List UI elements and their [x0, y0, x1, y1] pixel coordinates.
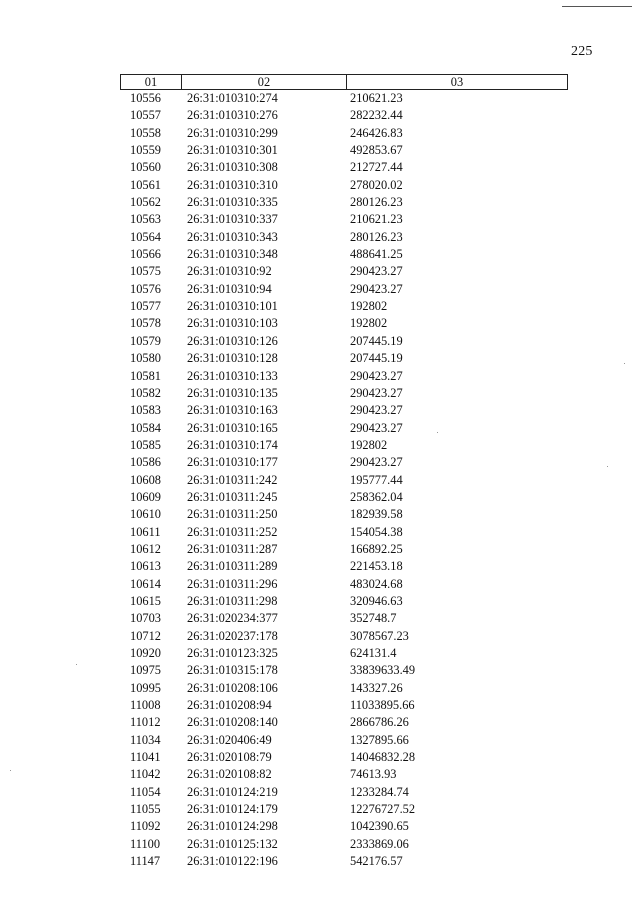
table-row	[120, 732, 568, 749]
cell-value: 492853.67	[350, 143, 403, 158]
table-row	[120, 541, 568, 558]
cell-cadastral-number: 26:31:010311:242	[187, 472, 278, 487]
cell-id: 10583	[130, 403, 161, 418]
cell-cadastral-number: 26:31:010310:94	[187, 281, 272, 296]
table-row	[120, 853, 568, 870]
scan-speck	[624, 363, 625, 364]
cell-cadastral-number: 26:31:020108:79	[187, 750, 272, 765]
cell-value: 192802	[350, 316, 388, 331]
cell-value: 182939.58	[350, 507, 403, 522]
cell-cadastral-number: 26:31:010208:140	[187, 715, 278, 730]
cell-id: 11147	[130, 854, 161, 869]
cell-value: 246426.83	[350, 125, 403, 140]
cell-value: 542176.57	[350, 854, 403, 869]
cell-value: 1327895.66	[350, 732, 409, 747]
page-number: 225	[571, 44, 593, 59]
cell-id: 10609	[130, 489, 161, 504]
cell-value: 278020.02	[350, 177, 403, 192]
table-row	[120, 801, 568, 818]
table-row	[120, 315, 568, 332]
cell-cadastral-number: 26:31:010310:276	[187, 108, 278, 123]
cell-cadastral-number: 26:31:010310:299	[187, 125, 278, 140]
table-row	[120, 749, 568, 766]
table-row	[120, 298, 568, 315]
cell-id: 10995	[130, 680, 161, 695]
cell-cadastral-number: 26:31:010310:337	[187, 212, 278, 227]
cell-value: 483024.68	[350, 576, 403, 591]
cell-cadastral-number: 26:31:010123:325	[187, 646, 278, 660]
cell-cadastral-number: 26:31:020234:377	[187, 611, 278, 626]
table-row	[120, 454, 568, 471]
table-body	[120, 90, 568, 870]
cell-id: 11012	[130, 715, 161, 730]
cell-cadastral-number: 26:31:010122:196	[187, 854, 278, 869]
cell-cadastral-number: 26:31:010311:289	[187, 559, 278, 574]
cell-id: 10581	[130, 368, 161, 383]
scan-speck	[10, 770, 11, 771]
cell-cadastral-number: 26:31:010311:296	[187, 576, 278, 591]
cell-cadastral-number: 26:31:020108:82	[187, 767, 272, 782]
cell-value: 192802	[350, 299, 388, 314]
cell-value: 488641.25	[350, 247, 403, 262]
cell-value: 1042390.65	[350, 819, 409, 834]
cell-cadastral-number: 26:31:010310:343	[187, 229, 278, 244]
table-row	[120, 662, 568, 679]
table-row	[120, 211, 568, 228]
table-row	[120, 714, 568, 731]
cell-value: 290423.27	[350, 281, 403, 296]
cell-value: 290423.27	[350, 420, 403, 435]
table-row	[120, 818, 568, 835]
cell-cadastral-number: 26:31:010310:335	[187, 195, 278, 210]
table-row	[120, 107, 568, 124]
table-row	[120, 177, 568, 194]
cell-cadastral-number: 26:31:010315:178	[187, 663, 278, 678]
cell-cadastral-number: 26:31:010310:274	[187, 91, 278, 105]
cell-id: 10610	[130, 507, 161, 522]
table-row	[120, 402, 568, 419]
cell-value: 290423.27	[350, 403, 403, 418]
cell-id: 11008	[130, 698, 161, 713]
cell-cadastral-number: 26:31:010311:298	[187, 593, 278, 608]
table-row	[120, 524, 568, 541]
cell-value: 290423.27	[350, 264, 403, 279]
cell-id: 10612	[130, 541, 161, 556]
cell-value: 2866786.26	[350, 715, 409, 730]
table-row	[120, 142, 568, 159]
table-row	[120, 229, 568, 246]
cell-id: 10563	[130, 212, 161, 227]
cell-value: 290423.27	[350, 368, 403, 383]
cell-cadastral-number: 26:31:020406:49	[187, 732, 272, 747]
cell-id: 10577	[130, 299, 161, 314]
cell-cadastral-number: 26:31:010310:310	[187, 177, 278, 192]
cell-cadastral-number: 26:31:010124:298	[187, 819, 278, 834]
table-row	[120, 645, 568, 662]
cell-id: 11042	[130, 767, 161, 782]
cell-value: 290423.27	[350, 455, 403, 470]
cell-cadastral-number: 26:31:010310:101	[187, 299, 278, 314]
table-row	[120, 263, 568, 280]
cell-id: 10580	[130, 351, 161, 366]
table-row	[120, 697, 568, 714]
table-row	[120, 472, 568, 489]
cell-cadastral-number: 26:31:010311:287	[187, 541, 278, 556]
table-row	[120, 680, 568, 697]
cell-id: 10560	[130, 160, 161, 175]
cell-id: 11041	[130, 750, 161, 765]
table-row	[120, 784, 568, 801]
cell-cadastral-number: 26:31:010310:301	[187, 143, 278, 158]
cell-cadastral-number: 26:31:020237:178	[187, 628, 278, 643]
table-row	[120, 489, 568, 506]
table-row	[120, 385, 568, 402]
table-row	[120, 506, 568, 523]
cell-id: 10586	[130, 455, 161, 470]
cell-cadastral-number: 26:31:010310:133	[187, 368, 278, 383]
cell-id: 10564	[130, 229, 161, 244]
cell-cadastral-number: 26:31:010311:252	[187, 524, 278, 539]
scan-speck	[76, 664, 77, 665]
cell-cadastral-number: 26:31:010311:245	[187, 489, 278, 504]
cell-id: 11055	[130, 802, 161, 817]
cell-id: 10582	[130, 385, 161, 400]
cell-cadastral-number: 26:31:010124:179	[187, 802, 278, 817]
cell-cadastral-number: 26:31:010311:250	[187, 507, 278, 522]
header-col-02: 02	[181, 75, 346, 89]
table-row	[120, 281, 568, 298]
cell-id: 11034	[130, 732, 161, 747]
table-row	[120, 350, 568, 367]
cell-cadastral-number: 26:31:010208:106	[187, 680, 278, 695]
cell-id: 10584	[130, 420, 161, 435]
table-header	[120, 74, 568, 90]
table-row	[120, 766, 568, 783]
table-row	[120, 576, 568, 593]
cell-value: 33839633.49	[350, 663, 416, 678]
table-row	[120, 437, 568, 454]
cell-id: 11092	[130, 819, 161, 834]
cell-cadastral-number: 26:31:010310:165	[187, 420, 278, 435]
cell-id: 10613	[130, 559, 161, 574]
cell-id: 10559	[130, 143, 161, 158]
table-row	[120, 628, 568, 645]
cell-id: 10703	[130, 611, 161, 626]
table-row	[120, 159, 568, 176]
scan-speck	[437, 432, 438, 433]
cell-id: 10557	[130, 108, 161, 123]
table-row	[120, 558, 568, 575]
cell-value: 320946.63	[350, 593, 403, 608]
cell-id: 10575	[130, 264, 161, 279]
cell-value: 195777.44	[350, 472, 403, 487]
cell-id: 10614	[130, 576, 161, 591]
cell-cadastral-number: 26:31:010310:308	[187, 160, 278, 175]
cell-value: 212727.44	[350, 160, 403, 175]
cell-cadastral-number: 26:31:010208:94	[187, 698, 272, 713]
table-row	[120, 610, 568, 627]
cell-value: 11033895.66	[350, 698, 415, 713]
cell-value: 352748.7	[350, 611, 397, 626]
cell-cadastral-number: 26:31:010310:163	[187, 403, 278, 418]
cell-id: 10611	[130, 524, 161, 539]
data-table	[120, 74, 568, 870]
cell-value: 282232.44	[350, 108, 403, 123]
cell-id: 10585	[130, 437, 161, 452]
table-row	[120, 90, 568, 107]
cell-value: 290423.27	[350, 385, 403, 400]
cell-value: 210621.23	[350, 212, 403, 227]
cell-value: 280126.23	[350, 229, 403, 244]
cell-cadastral-number: 26:31:010310:92	[187, 264, 272, 279]
cell-value: 14046832.28	[350, 750, 416, 765]
cell-cadastral-number: 26:31:010310:103	[187, 316, 278, 331]
cell-value: 210621.23	[350, 91, 403, 105]
cell-id: 10558	[130, 125, 161, 140]
cell-value: 207445.19	[350, 333, 403, 348]
table-row	[120, 246, 568, 263]
table-row	[120, 836, 568, 853]
cell-value: 221453.18	[350, 559, 403, 574]
cell-value: 624131.4	[350, 646, 397, 660]
table-row	[120, 194, 568, 211]
cell-cadastral-number: 26:31:010310:126	[187, 333, 278, 348]
table-row	[120, 420, 568, 437]
cell-id: 10608	[130, 472, 161, 487]
scan-speck	[607, 466, 608, 467]
cell-id: 11054	[130, 784, 161, 799]
table-row	[120, 333, 568, 350]
table-row	[120, 593, 568, 610]
table-row	[120, 125, 568, 142]
cell-id: 10975	[130, 663, 161, 678]
cell-value: 143327.26	[350, 680, 403, 695]
cell-id: 10920	[130, 646, 161, 660]
cell-value: 2333869.06	[350, 836, 409, 851]
cell-cadastral-number: 26:31:010124:219	[187, 784, 278, 799]
cell-cadastral-number: 26:31:010310:128	[187, 351, 278, 366]
cell-id: 10562	[130, 195, 161, 210]
cell-id: 11100	[130, 836, 161, 851]
cell-id: 10556	[130, 91, 161, 105]
cell-value: 258362.04	[350, 489, 403, 504]
cell-value: 74613.93	[350, 767, 397, 782]
cell-value: 192802	[350, 437, 388, 452]
cell-cadastral-number: 26:31:010310:135	[187, 385, 278, 400]
cell-id: 10561	[130, 177, 161, 192]
cell-value: 12276727.52	[350, 802, 416, 817]
cell-id: 10576	[130, 281, 161, 296]
cell-cadastral-number: 26:31:010310:174	[187, 437, 278, 452]
cell-cadastral-number: 26:31:010310:177	[187, 455, 278, 470]
cell-value: 3078567.23	[350, 628, 409, 643]
cell-value: 1233284.74	[350, 784, 409, 799]
cell-value: 154054.38	[350, 524, 403, 539]
cell-id: 10578	[130, 316, 161, 331]
cell-cadastral-number: 26:31:010310:348	[187, 247, 278, 262]
cell-value: 280126.23	[350, 195, 403, 210]
cell-id: 10615	[130, 593, 161, 608]
cell-cadastral-number: 26:31:010125:132	[187, 836, 278, 851]
header-col-03: 03	[346, 75, 567, 89]
table-row	[120, 368, 568, 385]
cell-id: 10566	[130, 247, 161, 262]
top-rule	[562, 6, 632, 7]
cell-value: 207445.19	[350, 351, 403, 366]
cell-id: 10712	[130, 628, 161, 643]
header-col-01: 01	[144, 75, 158, 89]
cell-id: 10579	[130, 333, 161, 348]
cell-value: 166892.25	[350, 541, 403, 556]
